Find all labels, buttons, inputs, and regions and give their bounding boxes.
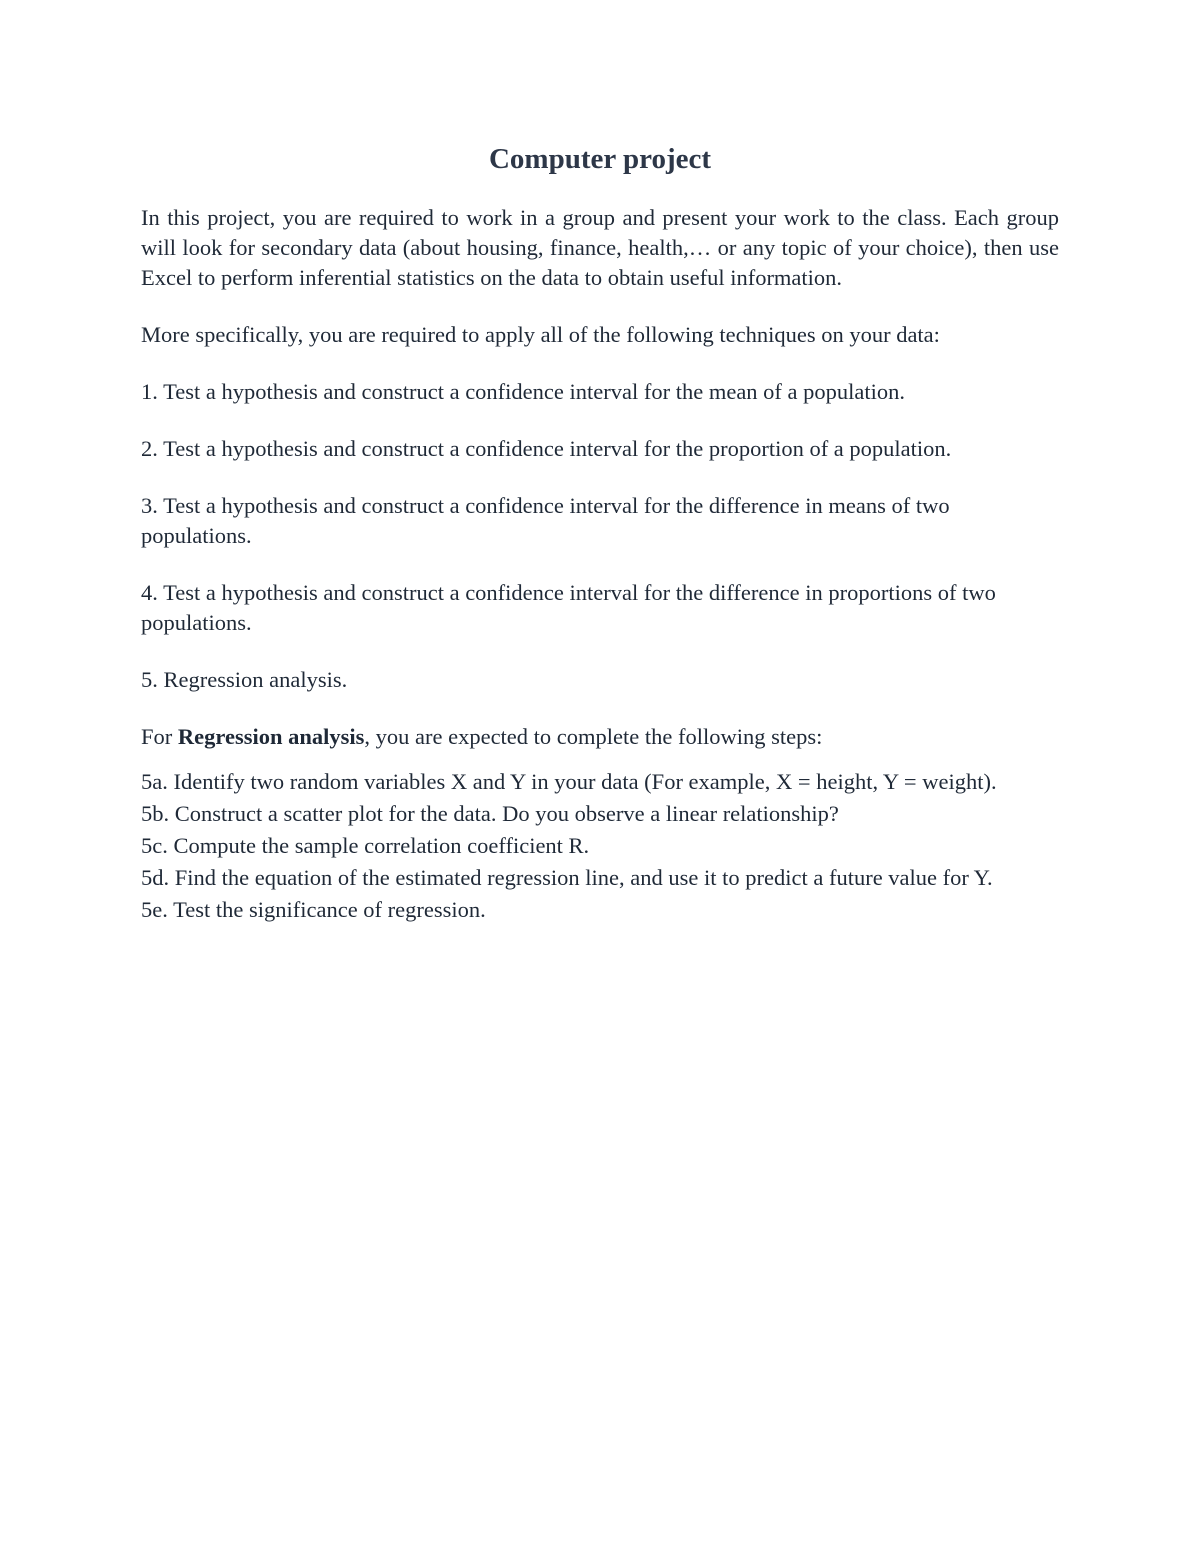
page-title: Computer project (488, 143, 712, 175)
intro-paragraph: In this project, you are required to work in a group and present your work to the class. Each group will look for secondary data (about housing, finance, health,… or any topic of your choice), then use Excel to perform inferential statistics on the data to obtain useful information. (141, 205, 1059, 290)
regression-step-5b: 5b. Construct a scatter plot for the data. Do you observe a linear relationship? (141, 801, 839, 826)
regression-intro-bold: Regression analysis (177, 724, 365, 749)
technique-item-5: 5. Regression analysis. (141, 667, 348, 692)
regression-intro-suffix: , you are expected to complete the following steps: (364, 724, 823, 749)
technique-item-2: 2. Test a hypothesis and construct a confidence interval for the proportion of a population. (141, 436, 952, 461)
regression-step-5a: 5a. Identify two random variables X and Y in your data (For example, X = height, Y = weight). (141, 769, 997, 794)
regression-step-5c: 5c. Compute the sample correlation coefficient R. (141, 833, 590, 858)
technique-item-3: 3. Test a hypothesis and construct a confidence interval for the difference in means of two populations. (141, 493, 950, 548)
regression-intro-paragraph (141, 722, 1059, 752)
regression-step-5e: 5e. Test the significance of regression. (141, 897, 486, 922)
regression-steps-list (141, 767, 1059, 925)
regression-step-5d: 5d. Find the equation of the estimated regression line, and use it to predict a future value for Y. (141, 865, 993, 890)
technique-item-4: 4. Test a hypothesis and construct a confidence interval for the difference in proportions of two populations. (141, 580, 996, 635)
specifics-paragraph: More specifically, you are required to apply all of the following techniques on your data: (141, 322, 940, 347)
technique-item-1: 1. Test a hypothesis and construct a confidence interval for the mean of a population. (141, 379, 906, 404)
regression-intro-prefix: For (141, 724, 178, 749)
document-body (141, 203, 1059, 927)
